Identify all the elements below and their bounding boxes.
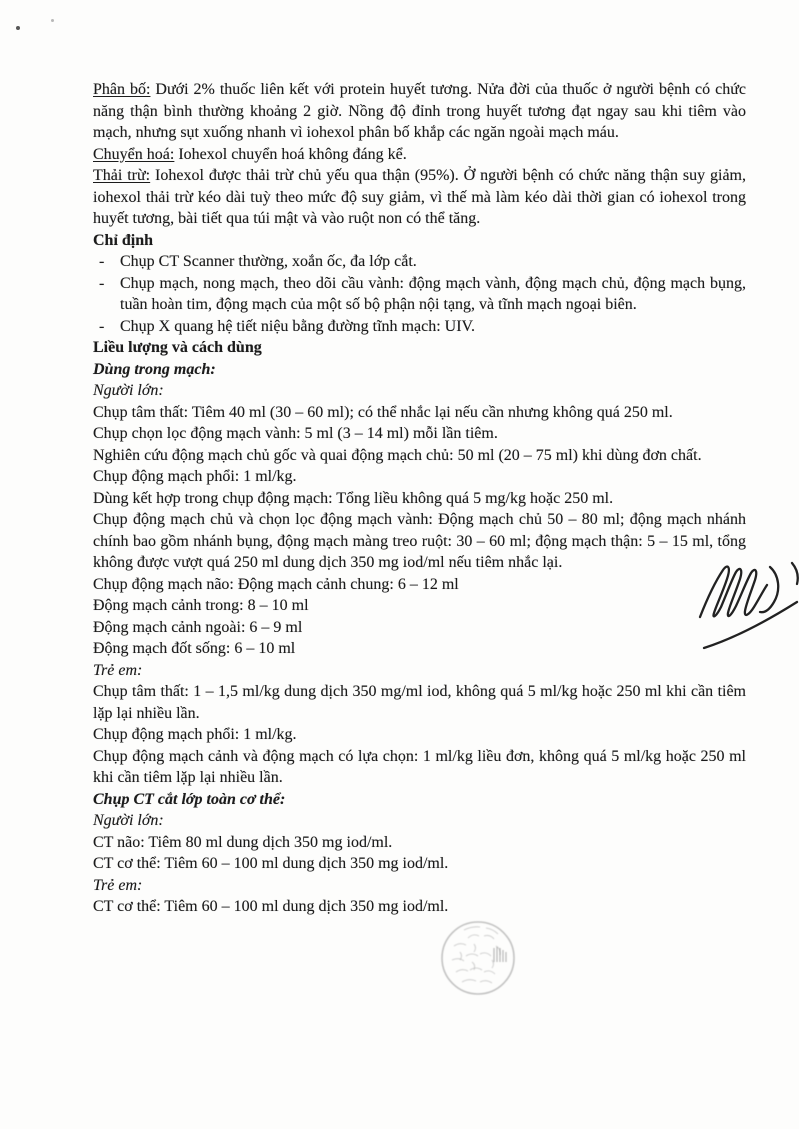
underlined-term: Thải trừ: (93, 167, 151, 184)
dose-line (93, 832, 746, 854)
text-run: Chụp CT Scanner thường, xoắn ốc, đa lớp cắt. (120, 253, 417, 270)
dosage-heading (93, 337, 746, 359)
text-run: Chụp động mạch phổi: 1 ml/kg. (93, 726, 297, 743)
pk-metabolism-paragraph (93, 144, 746, 166)
dose-line (93, 445, 746, 467)
text-run: Liều lượng và cách dùng (93, 339, 262, 356)
text-run: Iohexol được thải trừ chủ yếu qua thận (95%). Ở người bệnh có chức năng thận suy giảm, iohexol thải trừ kéo dài tuỳ theo mức độ suy giảm, vì thế mà làm kéo dài thời gian có iohexol trong huyết tương, bài tiết qua túi mật và vào ruột non có thể tăng. (93, 167, 746, 227)
text-run: Chụp tâm thất: Tiêm 40 ml (30 – 60 ml); có thể nhắc lại nếu cần nhưng không quá 250 ml. (93, 403, 673, 421)
dose-line (93, 402, 746, 424)
text-run: Người lớn: (93, 812, 164, 829)
circular-stamp-icon (436, 916, 520, 1000)
dose-line (93, 746, 746, 789)
text-run: Chụp CT cắt lớp toàn cơ thể: (93, 790, 286, 808)
dose-line (93, 466, 746, 488)
text-run: Người lớn: (93, 382, 164, 399)
text-run: Chụp động mạch phổi: 1 ml/kg. (93, 468, 297, 485)
text-run: Chụp động mạch cảnh và động mạch có lựa chọn: 1 ml/kg liều đơn, không quá 5 ml/kg hoặc 250 ml khi cần tiêm lặp lại nhiều lần. (93, 747, 746, 786)
text-run: CT não: Tiêm 80 ml dung dịch 350 mg iod/ml. (93, 833, 393, 851)
children-label (93, 875, 746, 897)
dose-line (93, 617, 746, 639)
dose-line (93, 574, 746, 596)
dose-line (93, 509, 746, 574)
text-run: Động mạch cảnh trong: 8 – 10 ml (93, 597, 309, 614)
text-run: CT cơ thể: Tiêm 60 – 100 ml dung dịch 350 mg iod/ml. (93, 898, 449, 915)
pk-distribution-paragraph (93, 79, 746, 144)
underlined-term: Phân bố: (93, 81, 151, 98)
text-run: Trẻ em: (93, 876, 143, 894)
text-run: Chụp X quang hệ tiết niệu bằng đường tĩnh mạch: UIV. (120, 317, 476, 335)
text-run: Chỉ định (93, 231, 154, 249)
bullet-dash: - (99, 253, 105, 270)
ink-speck (16, 26, 20, 30)
dose-line (93, 638, 746, 660)
text-run: Chụp mạch, nong mạch, theo dõi cầu vành: động mạch vành, động mạch chủ, động mạch bụng, tuần hoàn tim, động mạch của một số bộ phận nội tạng, và tĩnh mạch ngoại biên. (120, 274, 746, 313)
text-run: Chụp chọn lọc động mạch vành: 5 ml (3 – 14 ml) mỗi lần tiêm. (93, 425, 498, 442)
indication-item (93, 273, 746, 316)
ink-speck (51, 19, 54, 22)
indication-item (93, 316, 746, 338)
indications-heading (93, 230, 746, 252)
text-run: Chụp động mạch não: Động mạch cảnh chung: 6 – 12 ml (93, 575, 459, 593)
text-run: Chụp động mạch chủ và chọn lọc động mạch vành: Động mạch chủ 50 – 80 ml; động mạch nhánh chính bao gồm nhánh bụng, động mạch màng treo ruột: 30 – 60 ml; động mạch thận: 5 – 15 ml, tổng không được vượt quá 250 ml dung dịch 350 mg iod/ml nếu tiêm nhắc lại. (93, 511, 746, 571)
text-run: Trẻ em: (93, 661, 143, 679)
children-label (93, 660, 746, 682)
adults-label (93, 380, 746, 402)
dose-line (93, 896, 746, 918)
bullet-dash: - (99, 274, 105, 292)
text-run: CT cơ thể: Tiêm 60 – 100 ml dung dịch 350 mg iod/ml. (93, 855, 449, 872)
dose-line (93, 853, 746, 875)
indication-item (93, 251, 746, 273)
document-text (93, 79, 746, 918)
text-run: Chụp tâm thất: 1 – 1,5 ml/kg dung dịch 350 mg/ml iod, không quá 5 ml/kg hoặc 250 ml khi cần tiêm lặp lại nhiều lần. (93, 683, 746, 722)
dose-line (93, 423, 746, 445)
text-run: Iohexol chuyển hoá không đáng kể. (178, 145, 407, 163)
text-run: Động mạch đốt sống: 6 – 10 ml (93, 640, 296, 657)
handwritten-signature-icon (683, 550, 799, 658)
text-run: Nghiên cứu động mạch chủ gốc và quai động mạch chủ: 50 ml (20 – 75 ml) khi dùng đơn chất. (93, 446, 702, 464)
intravascular-subheading (93, 359, 746, 381)
dose-line (93, 724, 746, 746)
adults-label (93, 810, 746, 832)
dose-line (93, 681, 746, 724)
pk-elimination-paragraph (93, 165, 746, 230)
text-run: Dùng kết hợp trong chụp động mạch: Tổng liều không quá 5 mg/kg hoặc 250 ml. (93, 489, 614, 507)
dose-line (93, 488, 746, 510)
ct-whole-body-subheading (93, 789, 746, 811)
text-run: Động mạch cảnh ngoài: 6 – 9 ml (93, 618, 303, 636)
dose-line (93, 595, 746, 617)
underlined-term: Chuyển hoá: (93, 145, 175, 163)
text-run: Dùng trong mạch: (93, 360, 216, 378)
bullet-dash: - (99, 317, 105, 335)
text-run: Dưới 2% thuốc liên kết với protein huyết tương. Nửa đời của thuốc ở người bệnh có chức năng thận bình thường khoảng 2 giờ. Nồng độ đỉnh trong huyết tương đạt ngay sau khi tiêm vào mạch, nhưng sụt xuống nhanh vì iohexol phân bố khắp các ngăn ngoài mạch máu. (93, 81, 747, 141)
